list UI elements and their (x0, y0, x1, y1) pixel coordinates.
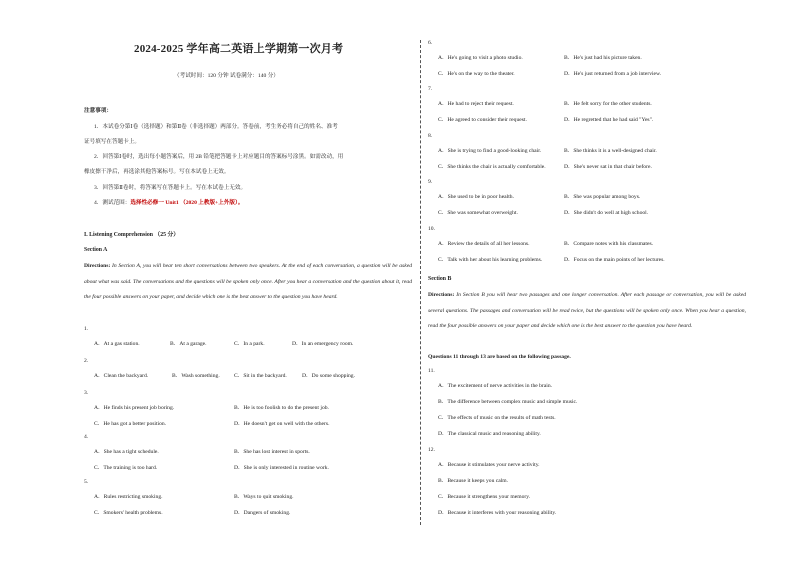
answer-option[interactable]: D．He regretted that he had said "Yes". (564, 117, 654, 123)
answer-option[interactable]: B．Because it keeps you calm. (438, 478, 509, 484)
answer-option[interactable]: A．Rules restricting smoking. (94, 494, 163, 500)
answer-option[interactable]: C．Sit in the backyard. (234, 373, 287, 379)
answer-option[interactable]: D．The classical music and reasoning ability. (438, 431, 541, 437)
part1-heading: I. Listening Comprehension （25 分） (84, 232, 180, 238)
section-b-directions-text: In Section B you will hear two passages and one longer conversation. After each passage or conversation, you will be asked several questions. The passages and conversation will be read twice, but the questions will be spoken only once. When you hear a question, read the four possible answers on your paper and decide which one is the best answer to the question you have heard. (428, 292, 746, 330)
answer-option[interactable]: C．He's on the way to the theater. (438, 71, 515, 77)
answer-option[interactable]: B．Compare notes with his classmates. (564, 241, 654, 247)
answer-option[interactable]: A．Review the details of all her lessons. (438, 241, 530, 247)
answer-option[interactable]: C．The training is too hard. (94, 465, 158, 471)
question-number: 5. (84, 479, 89, 485)
section-a-directions (84, 259, 412, 306)
answer-option[interactable]: A．Clean the backyard. (94, 373, 149, 379)
section-b-directions-label: Directions: (428, 292, 455, 298)
answer-option[interactable]: C．He agreed to consider their request. (438, 117, 527, 123)
notice-item-2: 2．回答第Ⅰ卷时，选出每小题答案后，用 2B 铅笔把答题卡上对应题目的答案标号涂黑。如需改动，用 (94, 154, 344, 160)
answer-option[interactable]: D．In an emergency room. (292, 341, 354, 347)
answer-option[interactable]: B．He's just had his picture taken. (564, 55, 642, 61)
answer-option[interactable]: B．Ways to quit smoking. (234, 494, 294, 500)
answer-option[interactable]: D．Dangers of smoking. (234, 510, 291, 516)
answer-option[interactable]: C．Because it strengthens your memory. (438, 494, 531, 500)
notice-heading: 注意事项： (84, 108, 112, 114)
answer-option[interactable]: D．Because it interferes with your reasoning ability. (438, 510, 557, 516)
question-number: 10. (428, 226, 435, 232)
passage-note: Questions 11 through 13 are based on the following passage. (428, 354, 571, 360)
answer-option[interactable]: B．At a garage. (170, 341, 207, 347)
section-b-directions (428, 288, 746, 335)
question-number: 8. (428, 133, 433, 139)
question-number: 9. (428, 179, 433, 185)
answer-option[interactable]: A．She has a tight schedule. (94, 449, 159, 455)
section-b-heading: Section B (428, 276, 452, 282)
notice-item-1b: 证号填写在答题卡上。 (84, 139, 140, 145)
column-divider (420, 40, 421, 525)
answer-option[interactable]: B．Wash something. (172, 373, 220, 379)
scope-label: 4．测试范围： (94, 200, 131, 206)
scope-value: 选择性必修一 Unit1 （2020 上教版+上外版）。 (130, 200, 244, 206)
answer-option[interactable]: D．Focus on the main points of her lectures. (564, 257, 665, 263)
answer-option[interactable]: B．She has lost interest in sports. (234, 449, 310, 455)
directions-label: Directions: (84, 263, 111, 269)
answer-option[interactable]: A．Because it stimulates your nerve activity. (438, 462, 540, 468)
answer-option[interactable]: D．She's never sat in that chair before. (564, 164, 652, 170)
question-number: 7. (428, 86, 433, 92)
answer-option[interactable]: C．Smokers' health problems. (94, 510, 163, 516)
answer-option[interactable]: C．She was somewhat overweight. (438, 210, 518, 216)
answer-option[interactable]: A．He's going to visit a photo studio. (438, 55, 523, 61)
answer-option[interactable]: D．He's just returned from a job interview. (564, 71, 662, 77)
question-number: 11. (428, 368, 435, 374)
question-number: 6. (428, 40, 433, 46)
directions-text: In Section A, you will hear ten short conversations between two speakers. At the end of each conversation, a question will be asked about what was said. The conversations and the questions will be spoken only once. After you hear a conversation and the question about it, read the four possible answers on your paper, and decide which one is the best answer to the question you have heard. (84, 263, 412, 301)
answer-option[interactable]: A．She is trying to find a good-looking chair. (438, 148, 542, 154)
answer-option[interactable]: A．He finds his present job boring. (94, 405, 175, 411)
question-number: 12. (428, 447, 435, 453)
question-number: 2. (84, 358, 89, 364)
section-a-heading: Section A (84, 247, 108, 253)
answer-option[interactable]: C．The effects of music on the results of math tests. (438, 415, 556, 421)
notice-item-3: 3．回答第Ⅱ卷时，将答案写在答题卡上。写在本试卷上无效。 (94, 185, 247, 191)
answer-option[interactable]: A．At a gas station. (94, 341, 140, 347)
answer-option[interactable]: B．He felt sorry for the other students. (564, 101, 652, 107)
answer-option[interactable]: D．He doesn't get on well with the others. (234, 421, 330, 427)
notice-item-1: 1．本试卷分第Ⅰ卷（选择题）和第Ⅱ卷（非选择题）两部分。答卷前，考生务必将自己的姓名、准考 (94, 124, 338, 130)
question-number: 3. (84, 390, 89, 396)
answer-option[interactable]: C．She thinks the chair is actually comfortable. (438, 164, 546, 170)
answer-option[interactable]: D．She is only interested in routine work. (234, 465, 329, 471)
answer-option[interactable]: B．She was popular among boys. (564, 194, 641, 200)
question-number: 1. (84, 326, 89, 332)
answer-option[interactable]: D．Do some shopping. (302, 373, 355, 379)
answer-option[interactable]: A．The excitement of nerve activities in the brain. (438, 383, 553, 389)
answer-option[interactable]: B．The difference between complex music and simple music. (438, 399, 578, 405)
notice-item-2b: 橡皮擦干净后，再选涂其他答案标号。写在本试卷上无效。 (84, 169, 230, 175)
answer-option[interactable]: A．She used to be in poor health. (438, 194, 514, 200)
notice-item-4 (94, 200, 243, 207)
answer-option[interactable]: B．She thinks it is a well-designed chair. (564, 148, 657, 154)
answer-option[interactable]: C．Talk with her about his learning problems. (438, 257, 543, 263)
page-title: 2024-2025 学年高二英语上学期第一次月考 (134, 43, 344, 55)
answer-option[interactable]: A．He had to reject their request. (438, 101, 514, 107)
answer-option[interactable]: D．She didn't do well at high school. (564, 210, 649, 216)
answer-option[interactable]: C．He has got a better position. (94, 421, 167, 427)
answer-option[interactable]: B．He is too foolish to do the present job. (234, 405, 329, 411)
page-subtitle: （考试时间：120 分钟 试卷满分：140 分） (174, 73, 279, 79)
answer-option[interactable]: C．In a park. (234, 341, 265, 347)
question-number: 4. (84, 434, 89, 440)
